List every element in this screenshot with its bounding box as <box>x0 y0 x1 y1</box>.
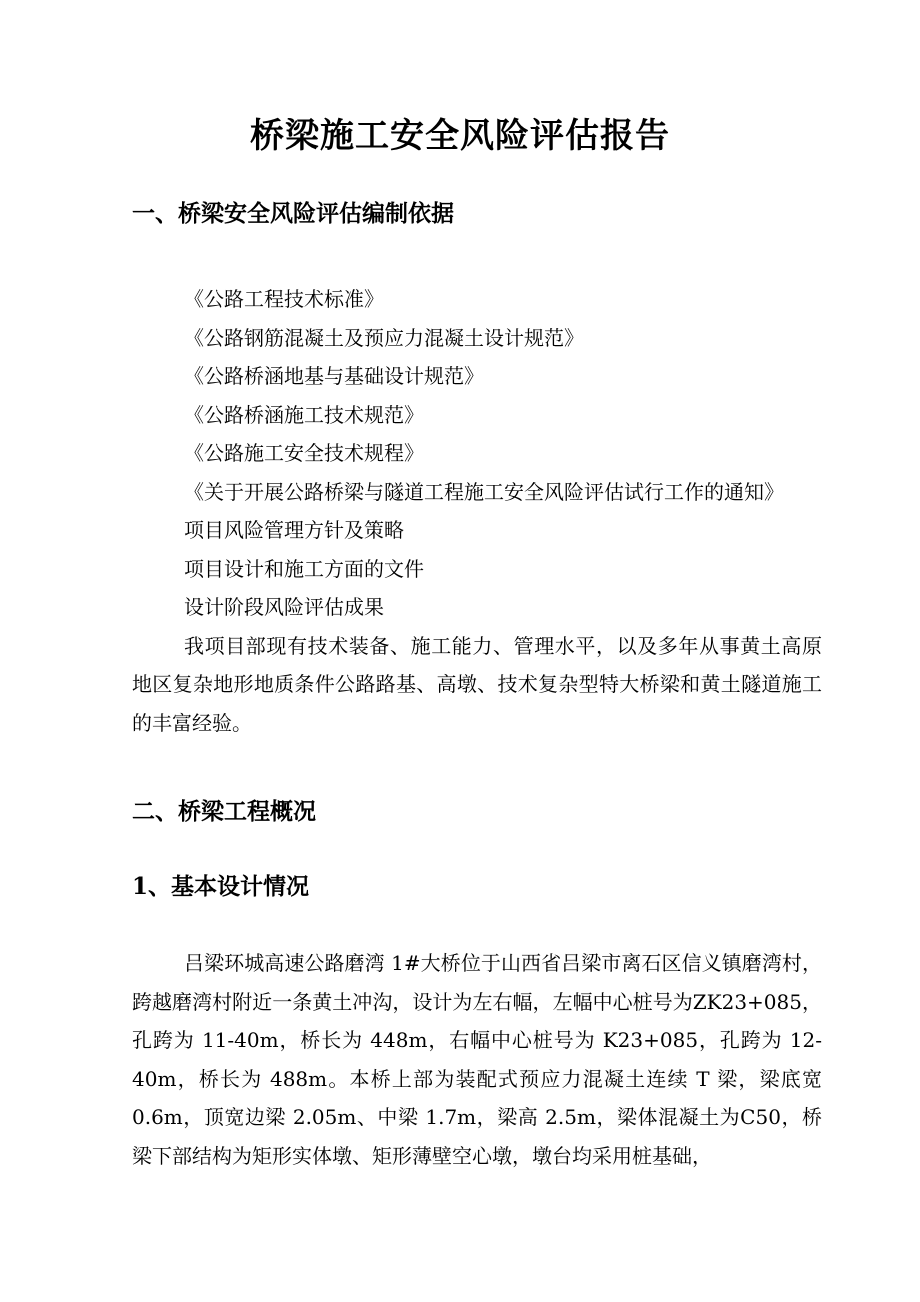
experience-paragraph: 我项目部现有技术装备、施工能力、管理水平，以及多年从事黄土高原地区复杂地形地质条件公路路基、高墩、技术复杂型特大桥梁和黄土隧道施工的丰富经验。 <box>132 633 822 735</box>
list-item: 《公路桥涵施工技术规范》 <box>184 402 424 427</box>
design-paragraph: 吕梁环城高速公路磨湾 1#大桥位于山西省吕梁市离石区信义镇磨湾村，跨越磨湾村附近一条黄土冲沟，设计为左右幅，左幅中心桩号为ZK23+085，孔跨为 11-40m，桥长为 448m，右幅中心桩号为 K23+085，孔跨为 12-40m，桥长为 488m。本桥上部为装配式预应力混凝土连续 T 梁，梁底宽 0.6m，顶宽边梁 2.05m、中梁 1.7m，梁高 2.5m，梁体混凝土为C50，桥梁下部结构为矩形实体墩、矩形薄壁空心墩，墩台均采用桩基础， <box>132 951 822 1168</box>
document-title: 桥梁施工安全风险评估报告 <box>250 116 670 156</box>
section-heading-basis: 一、桥梁安全风险评估编制依据 <box>132 200 454 227</box>
list-item: 《公路桥涵地基与基础设计规范》 <box>184 364 484 388</box>
basis-list <box>132 280 822 742</box>
list-item: 《关于开展公路桥梁与隧道工程施工安全风险评估试行工作的通知》 <box>184 479 784 504</box>
section-heading-overview: 二、桥梁工程概况 <box>132 798 316 825</box>
list-item: 项目设计和施工方面的文件 <box>184 556 424 581</box>
subsection-heading-design: 1、基本设计情况 <box>132 873 310 900</box>
list-item: 项目风险管理方针及策略 <box>184 518 404 542</box>
list-item: 《公路钢筋混凝土及预应力混凝土设计规范》 <box>184 325 584 350</box>
list-item: 《公路工程技术标准》 <box>184 287 384 311</box>
list-item: 设计阶段风险评估成果 <box>184 595 384 619</box>
list-item: 《公路施工安全技术规程》 <box>184 441 424 465</box>
